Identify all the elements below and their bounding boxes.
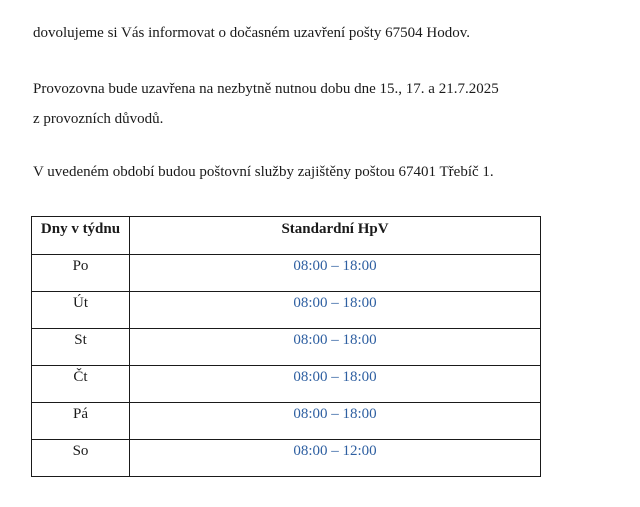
day-cell: Pá bbox=[32, 403, 130, 440]
hours-cell: 08:00 – 12:00 bbox=[130, 440, 541, 477]
hours-cell: 08:00 – 18:00 bbox=[130, 403, 541, 440]
table-row bbox=[32, 440, 541, 477]
table-row bbox=[32, 366, 541, 403]
table-row bbox=[32, 329, 541, 366]
day-cell: Čt bbox=[32, 366, 130, 403]
day-cell: St bbox=[32, 329, 130, 366]
day-cell: Po bbox=[32, 255, 130, 292]
closure-paragraph-line1: Provozovna bude uzavřena na nezbytně nutnou dobu dne 15., 17. a 21.7.2025 bbox=[33, 81, 499, 97]
hours-cell: 08:00 – 18:00 bbox=[130, 255, 541, 292]
table-row bbox=[32, 255, 541, 292]
table-row bbox=[32, 403, 541, 440]
hours-cell: 08:00 – 18:00 bbox=[130, 329, 541, 366]
day-cell: So bbox=[32, 440, 130, 477]
opening-hours-table bbox=[31, 216, 541, 477]
table-header-row bbox=[32, 217, 541, 255]
intro-paragraph: dovolujeme si Vás informovat o dočasném uzavření pošty 67504 Hodov. bbox=[33, 25, 471, 41]
header-hours: Standardní HpV bbox=[130, 217, 541, 255]
hours-cell: 08:00 – 18:00 bbox=[130, 292, 541, 329]
header-days: Dny v týdnu bbox=[32, 217, 130, 255]
day-cell: Út bbox=[32, 292, 130, 329]
table-row bbox=[32, 292, 541, 329]
closure-paragraph-line2: z provozních důvodů. bbox=[33, 111, 164, 127]
hours-cell: 08:00 – 18:00 bbox=[130, 366, 541, 403]
substitute-office-paragraph: V uvedeném období budou poštovní služby zajištěny poštou 67401 Třebíč 1. bbox=[33, 164, 494, 180]
